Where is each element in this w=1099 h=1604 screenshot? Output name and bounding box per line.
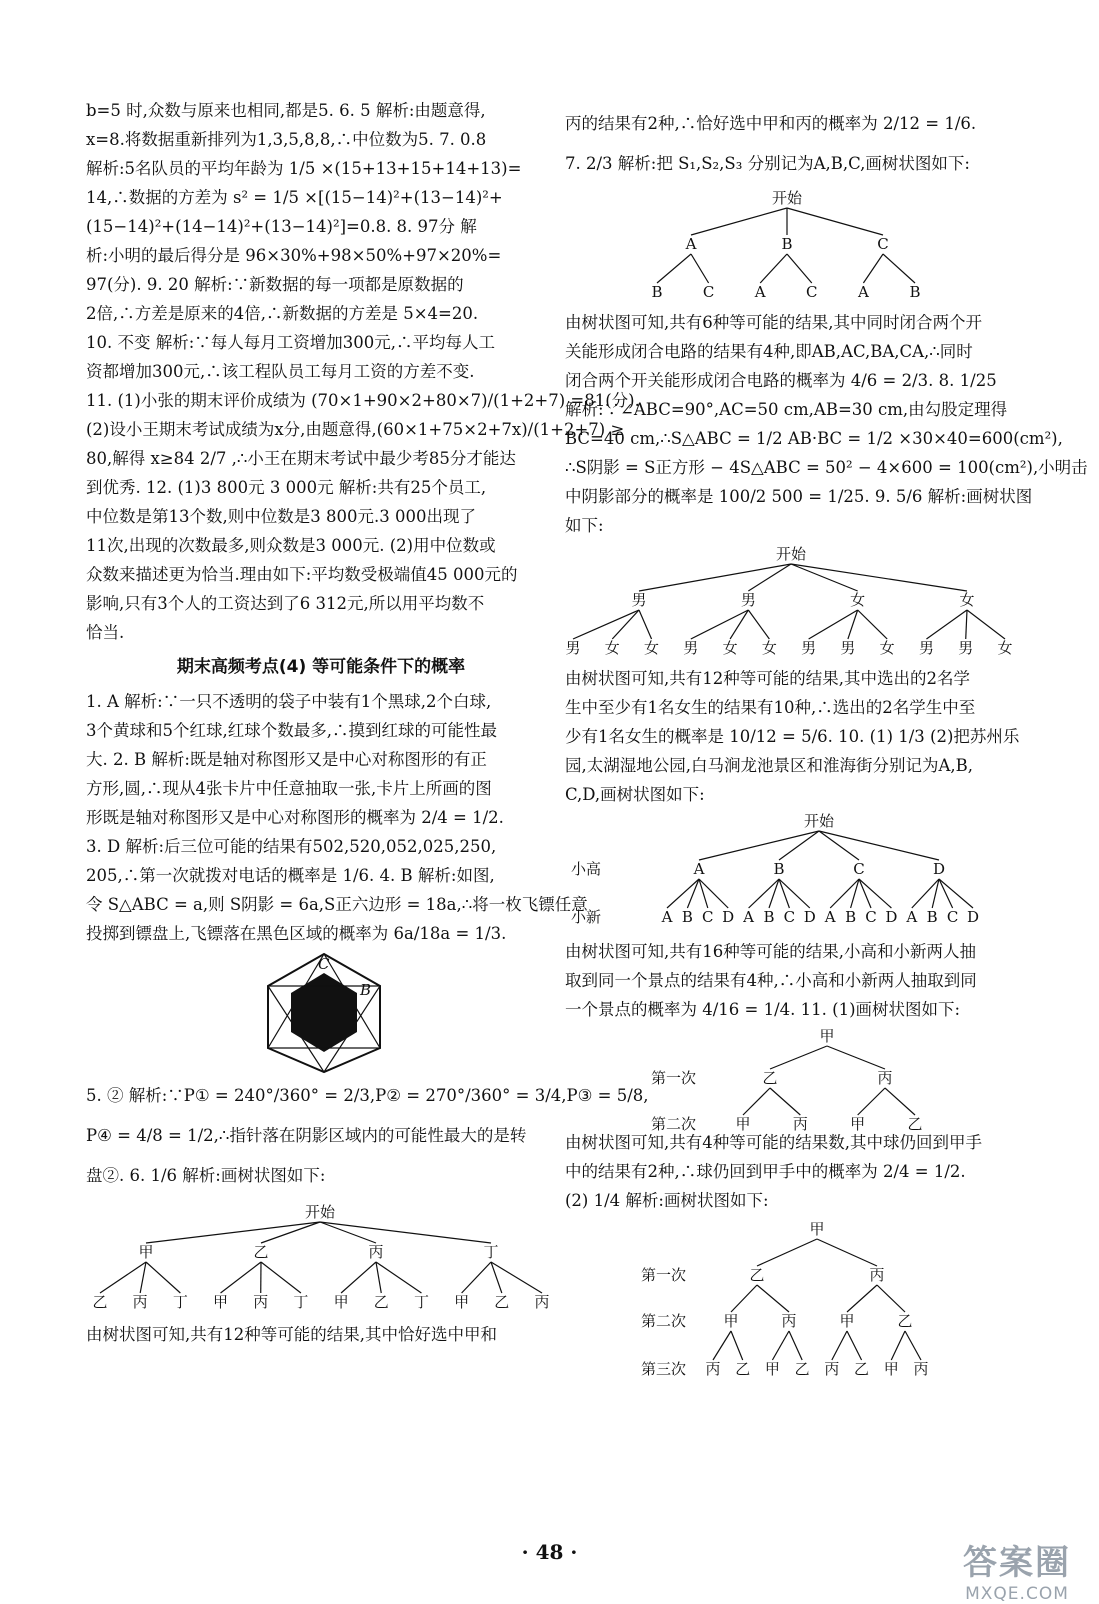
tree-node: 乙 — [897, 1313, 912, 1330]
tree-node: 丙 — [133, 1294, 148, 1311]
tree-node: C — [853, 861, 864, 878]
tree-branch — [787, 208, 883, 235]
tree-branch — [847, 1285, 877, 1312]
tree-branch — [462, 1262, 491, 1293]
text-line: 析:小明的最后得分是 96×30%+98×50%+97×20%= — [86, 241, 556, 270]
tree-branch — [320, 1222, 491, 1243]
tree-node: 丙 — [534, 1294, 549, 1311]
text-line: 10. 不变 解析:∵每人每月工资增加300元,∴平均每人工 — [86, 328, 556, 357]
tree-node: D — [933, 861, 945, 878]
tree-branch — [926, 610, 967, 639]
tree-node: 甲 — [723, 1313, 738, 1330]
tree-node: 乙 — [253, 1244, 268, 1261]
left-text-block-2 — [86, 687, 556, 948]
section-heading: 期末高频考点(4) 等可能条件下的概率 — [86, 647, 556, 687]
watermark-logo — [963, 1535, 1071, 1604]
tree-node: 乙 — [795, 1361, 810, 1378]
tree-branch — [261, 1262, 301, 1293]
text-line: 令 S△ABC = a,则 S阴影 = 6a,S正六边形 = 18a,∴将一枚飞镖任意 — [86, 890, 556, 919]
tree-branch — [713, 1331, 731, 1360]
text-line: 关能形成闭合电路的结果有4种,即AB,AC,BA,CA,∴同时 — [565, 337, 1035, 366]
tree-branch — [912, 879, 939, 908]
tree-node: D — [804, 909, 816, 926]
tree-branch — [146, 1262, 180, 1293]
tree-node: 男 — [919, 640, 934, 657]
tree-node: C — [947, 909, 958, 926]
right-text-block-4 — [565, 937, 1035, 1024]
tree-node: 男 — [565, 640, 580, 657]
tree-branch — [639, 610, 652, 639]
tree-node: 甲 — [454, 1294, 469, 1311]
tree-branch — [667, 879, 699, 908]
tree-node: 甲 — [213, 1294, 228, 1311]
tree-node: B — [845, 909, 856, 926]
tree-branch — [376, 1262, 381, 1293]
text-line: 投掷到镖盘上,飞镖落在黑色区域的概率为 6a/18a = 1/3. — [86, 919, 556, 948]
tree-row-label: 第三次 — [641, 1361, 686, 1378]
tree-node: C — [865, 909, 876, 926]
tree-node: 乙 — [762, 1070, 777, 1087]
tree-node: C — [806, 284, 817, 301]
tree-branch — [221, 1262, 261, 1293]
text-line: ∴S阴影 = S正方形 − 4S△ABC = 50² − 4×600 = 100(cm²),小明击 — [565, 453, 1035, 482]
tree-node: 男 — [840, 640, 855, 657]
tree-node: 男 — [683, 640, 698, 657]
tree-node: 甲 — [334, 1294, 349, 1311]
text-line: 大. 2. B 解析:既是轴对称图形又是中心对称图形的有正 — [86, 745, 556, 774]
text-line: 由树状图可知,共有6种等可能的结果,其中同时闭合两个开 — [565, 308, 1035, 337]
tree-node: 丁 — [293, 1294, 308, 1311]
tree-node: C — [877, 236, 888, 253]
text-line: 2倍,∴方差是原来的4倍,∴新数据的方差是 5×4=20. — [86, 299, 556, 328]
text-line: 解析:∵∠ABC=90°,AC=50 cm,AB=30 cm,由勾股定理得 — [565, 395, 1035, 424]
tree-branch — [832, 1331, 847, 1360]
tree-branch — [341, 1262, 376, 1293]
hexagon-figure — [86, 948, 556, 1076]
tree-branch — [691, 208, 787, 235]
text-line: 到优秀. 12. (1)3 800元 3 000元 解析:共有25个员工, — [86, 473, 556, 502]
text-line: C,D,画树状图如下: — [565, 780, 1035, 809]
tree-branch — [827, 1046, 885, 1069]
tree-node: 男 — [741, 592, 756, 609]
text-line: (2)设小王期末考试成绩为x分,由题意得,(60×1+75×2+7x)/(1+2+7) ≥ — [86, 415, 556, 444]
text-line: (2) 1/4 解析:画树状图如下: — [565, 1186, 1035, 1215]
tree-node: 甲 — [735, 1116, 750, 1133]
text-line: 14,∴数据的方差为 s² = 1/5 ×[(15−14)²+(13−14)²+ — [86, 183, 556, 212]
text-line: 取到同一个景点的结果有4种,∴小高和小新两人抽取到同 — [565, 966, 1035, 995]
tree-root: 甲 — [809, 1221, 824, 1238]
tree-node: B — [682, 909, 693, 926]
tree-node: 男 — [631, 592, 646, 609]
tree-branch — [760, 254, 787, 283]
tree-branch — [731, 1285, 757, 1312]
text-line: 中的结果有2种,∴球仍回到甲手中的概率为 2/4 = 1/2. — [565, 1157, 1035, 1186]
tree-node: 乙 — [735, 1361, 750, 1378]
tree-node: B — [773, 861, 784, 878]
tree-branch — [789, 1331, 802, 1360]
label-c: C — [318, 956, 329, 973]
tree-branch — [146, 1222, 320, 1243]
tree-branch — [877, 1285, 905, 1312]
page-number: · 48 · — [0, 1540, 1099, 1564]
tree-branch — [691, 254, 709, 283]
tree-row-label: 小高 — [571, 861, 601, 878]
tree-node: C — [784, 909, 795, 926]
tree-node: 女 — [605, 640, 620, 657]
watermark-url: MXQE.COM — [963, 1584, 1071, 1604]
tree-node: D — [885, 909, 897, 926]
right-text-block-5 — [565, 1128, 1035, 1215]
tree-branch — [863, 254, 883, 283]
text-line: 11次,出现的次数最多,则众数是3 000元. (2)用中位数或 — [86, 531, 556, 560]
label-b: B — [360, 982, 371, 999]
tree-node: 丙 — [705, 1361, 720, 1378]
tree-node: 丙 — [869, 1267, 884, 1284]
tree-branch — [639, 564, 791, 591]
tree-node: 乙 — [92, 1294, 107, 1311]
tree-root: 开始 — [804, 813, 834, 830]
tree-branch — [376, 1262, 421, 1293]
tree-branch — [791, 564, 967, 591]
text-line: (15−14)²+(14−14)²+(13−14)²]=0.8. 8. 97分 解 — [86, 212, 556, 241]
tree-node: 丙 — [253, 1294, 268, 1311]
tree-branch — [657, 254, 691, 283]
tree-node: 丙 — [877, 1070, 892, 1087]
tree-node: 丙 — [368, 1244, 383, 1261]
left-text-block-1 — [86, 96, 556, 647]
text-line: 闭合两个开关能形成闭合电路的概率为 4/6 = 2/3. 8. 1/25 — [565, 366, 1035, 395]
text-line: b=5 时,众数与原来也相同,都是5. 6. 5 解析:由题意得, — [86, 96, 556, 125]
tree-node: 女 — [959, 592, 974, 609]
tree-diagram-11-1 — [565, 1024, 1035, 1128]
tree-row-label: 小新 — [571, 909, 601, 926]
tree-node: A — [662, 909, 673, 926]
tree-branch — [885, 1088, 915, 1115]
tree-root: 开始 — [776, 546, 806, 563]
right-text-block-1 — [565, 104, 1035, 184]
tree-node: A — [858, 284, 869, 301]
watermark-title: 答案圈 — [963, 1535, 1071, 1584]
tree-node: 女 — [880, 640, 895, 657]
tree-lines — [565, 809, 1035, 937]
tree-node: 女 — [644, 640, 659, 657]
tree-branch — [770, 1046, 827, 1069]
tree-branch — [858, 610, 888, 639]
tree-node: A — [755, 284, 766, 301]
tree-branch — [858, 1088, 885, 1115]
tree-node: 女 — [723, 640, 738, 657]
tree-node: B — [927, 909, 938, 926]
tree-node: 甲 — [839, 1313, 854, 1330]
tree-branch — [612, 610, 639, 639]
left-column — [86, 96, 556, 1349]
left-text-block-3 — [86, 1076, 556, 1196]
tree-branch — [891, 1331, 905, 1360]
text-line: 由树状图可知,共有16种等可能的结果,小高和小新两人抽 — [565, 937, 1035, 966]
text-line: 由树状图可知,共有4种等可能的结果数,其中球仍回到甲手 — [565, 1128, 1035, 1157]
tree-node: 丁 — [173, 1294, 188, 1311]
text-line: x=8.将数据重新排列为1,3,5,8,8,∴中位数为5. 7. 0.8 — [86, 125, 556, 154]
text-line: P④ = 4/8 = 1/2,∴指针落在阴影区域内的可能性最大的是转 — [86, 1116, 556, 1156]
text-line: 形既是轴对称图形又是中心对称图形的概率为 2/4 = 1/2. — [86, 803, 556, 832]
tree-node: 甲 — [850, 1116, 865, 1133]
tree-diagram-9 — [565, 540, 1035, 664]
tree-root: 开始 — [305, 1204, 335, 1221]
text-line: 中阴影部分的概率是 100/2 500 = 1/25. 9. 5/6 解析:画树状图 — [565, 482, 1035, 511]
tree-row-label: 第二次 — [641, 1313, 686, 1330]
text-line: 方形,圆,∴现从4张卡片中任意抽取一张,卡片上所画的图 — [86, 774, 556, 803]
tree-lines — [565, 1024, 1035, 1128]
tree-node: 丁 — [414, 1294, 429, 1311]
tree-node: 乙 — [494, 1294, 509, 1311]
text-line: 恰当. — [86, 618, 556, 647]
text-line: 11. (1)小张的期末评价成绩为 (70×1+90×2+80×7)/(1+2+7) =81(分). — [86, 386, 556, 415]
tree-branch — [491, 1262, 542, 1293]
tree-node: 丙 — [781, 1313, 796, 1330]
tree-branch — [967, 610, 1005, 639]
tree-branch — [772, 1331, 789, 1360]
tree-node: B — [781, 236, 792, 253]
tree-node: B — [651, 284, 662, 301]
tree-node: A — [743, 909, 754, 926]
tree-node: 丙 — [913, 1361, 928, 1378]
tree-node: 甲 — [138, 1244, 153, 1261]
tree-branch — [100, 1262, 146, 1293]
tree-diagram-10 — [565, 809, 1035, 937]
tree-branch — [757, 1285, 789, 1312]
text-line: 97(分). 9. 20 解析:∵新数据的每一项都是原数据的 — [86, 270, 556, 299]
tree-root: 开始 — [772, 190, 802, 207]
tree-node: A — [686, 236, 697, 253]
tree-diagram-6 — [86, 1196, 556, 1320]
tree-branch — [787, 254, 812, 283]
right-column — [565, 104, 1035, 1385]
tree-branch — [770, 1088, 800, 1115]
tree-node: 女 — [997, 640, 1012, 657]
tree-branch — [966, 610, 967, 639]
tree-branch — [699, 831, 819, 860]
tree-branch — [491, 1262, 502, 1293]
tree-node: A — [906, 909, 917, 926]
tree-row-label: 第一次 — [641, 1267, 686, 1284]
text-line: 如下: — [565, 511, 1035, 540]
tree-branch — [819, 831, 939, 860]
tree-node: D — [722, 909, 734, 926]
tree-node: 乙 — [907, 1116, 922, 1133]
tree-branch — [939, 879, 953, 908]
tree-branch — [791, 564, 858, 591]
tree-branch — [859, 879, 891, 908]
tree-node: 丁 — [483, 1244, 498, 1261]
text-line: 一个景点的概率为 4/16 = 1/4. 11. (1)画树状图如下: — [565, 995, 1035, 1024]
text-line: 3. D 解析:后三位可能的结果有502,520,052,025,250, — [86, 832, 556, 861]
text-line: 丙的结果有2种,∴恰好选中甲和丙的概率为 2/12 = 1/6. — [565, 104, 1035, 144]
tree-node: A — [694, 861, 705, 878]
left-final-line: 由树状图可知,共有12种等可能的结果,其中恰好选中甲和 — [86, 1320, 556, 1349]
tree-node: B — [909, 284, 920, 301]
text-line: 1. A 解析:∵一只不透明的袋子中装有1个黑球,2个白球, — [86, 687, 556, 716]
tree-branch — [905, 1331, 921, 1360]
text-line: 中位数是第13个数,则中位数是3 800元.3 000出现了 — [86, 502, 556, 531]
tree-branch — [809, 610, 858, 639]
tree-node: 女 — [762, 640, 777, 657]
tree-branch — [847, 1331, 862, 1360]
tree-branch — [748, 610, 769, 639]
tree-branch — [687, 879, 699, 908]
text-line: 盘②. 6. 1/6 解析:画树状图如下: — [86, 1156, 556, 1196]
text-line: 7. 2/3 解析:把 S₁,S₂,S₃ 分别记为A,B,C,画树状图如下: — [565, 144, 1035, 184]
tree-diagram-7 — [565, 184, 1035, 308]
tree-node: A — [825, 909, 836, 926]
tree-branch — [743, 1088, 770, 1115]
tree-node: 丙 — [824, 1361, 839, 1378]
text-line: 3个黄球和5个红球,红球个数最多,∴摸到红球的可能性最 — [86, 716, 556, 745]
tree-node: C — [702, 909, 713, 926]
text-line: 5. ② 解析:∵P① = 240°/360° = 2/3,P② = 270°/360° = 3/4,P③ = 5/8, — [86, 1076, 556, 1116]
tree-node: 丙 — [793, 1116, 808, 1133]
tree-node: 女 — [850, 592, 865, 609]
tree-node: 乙 — [374, 1294, 389, 1311]
tree-row-label: 第一次 — [651, 1070, 696, 1087]
text-line: 少有1名女生的概率是 10/12 = 5/6. 10. (1) 1/3 (2)把苏州乐 — [565, 722, 1035, 751]
tree-node: 乙 — [749, 1267, 764, 1284]
tree-branch — [140, 1262, 146, 1293]
right-text-block-2 — [565, 308, 1035, 540]
tree-root: 甲 — [819, 1028, 834, 1045]
text-line: BC=40 cm,∴S△ABC = 1/2 AB·BC = 1/2 ×30×40=600(cm²), — [565, 424, 1035, 453]
tree-branch — [883, 254, 915, 283]
tree-branch — [731, 1331, 743, 1360]
tree-node: D — [967, 909, 979, 926]
tree-node: 甲 — [765, 1361, 780, 1378]
text-line: 由树状图可知,共有12种等可能的结果,其中选出的2名学 — [565, 664, 1035, 693]
tree-node: B — [763, 909, 774, 926]
tree-node: 男 — [958, 640, 973, 657]
tree-diagram-11-2 — [565, 1215, 1035, 1385]
text-line: 园,太湖湿地公园,白马涧龙池景区和淮海街分别记为A,B, — [565, 751, 1035, 780]
text-line: 解析:5名队员的平均年龄为 1/5 ×(15+13+15+14+13)= — [86, 154, 556, 183]
tree-node: C — [703, 284, 714, 301]
text-line: 生中至少有1名女生的结果有10种,∴选出的2名学生中至 — [565, 693, 1035, 722]
text-line: 影响,只有3个人的工资达到了6 312元,所以用平均数不 — [86, 589, 556, 618]
tree-node: 乙 — [854, 1361, 869, 1378]
text-line: 205,∴第一次就拨对电话的概率是 1/6. 4. B 解析:如图, — [86, 861, 556, 890]
tree-row-label: 第二次 — [651, 1116, 696, 1133]
text-line: 80,解得 x≥84 2/7 ,∴小王在期末考试中最少考85分才能达 — [86, 444, 556, 473]
text-line: 资都增加300元,∴该工程队员工每月工资的方差不变. — [86, 357, 556, 386]
right-text-block-3 — [565, 664, 1035, 809]
black-hexagon — [291, 973, 357, 1052]
tree-branch — [859, 879, 871, 908]
tree-branch — [757, 1239, 817, 1266]
tree-branch — [817, 1239, 877, 1266]
tree-node: 甲 — [884, 1361, 899, 1378]
tree-branch — [939, 879, 973, 908]
tree-branch — [573, 610, 639, 639]
tree-node: 男 — [801, 640, 816, 657]
text-line: 众数来描述更为恰当.理由如下:平均数受极端值45 000元的 — [86, 560, 556, 589]
